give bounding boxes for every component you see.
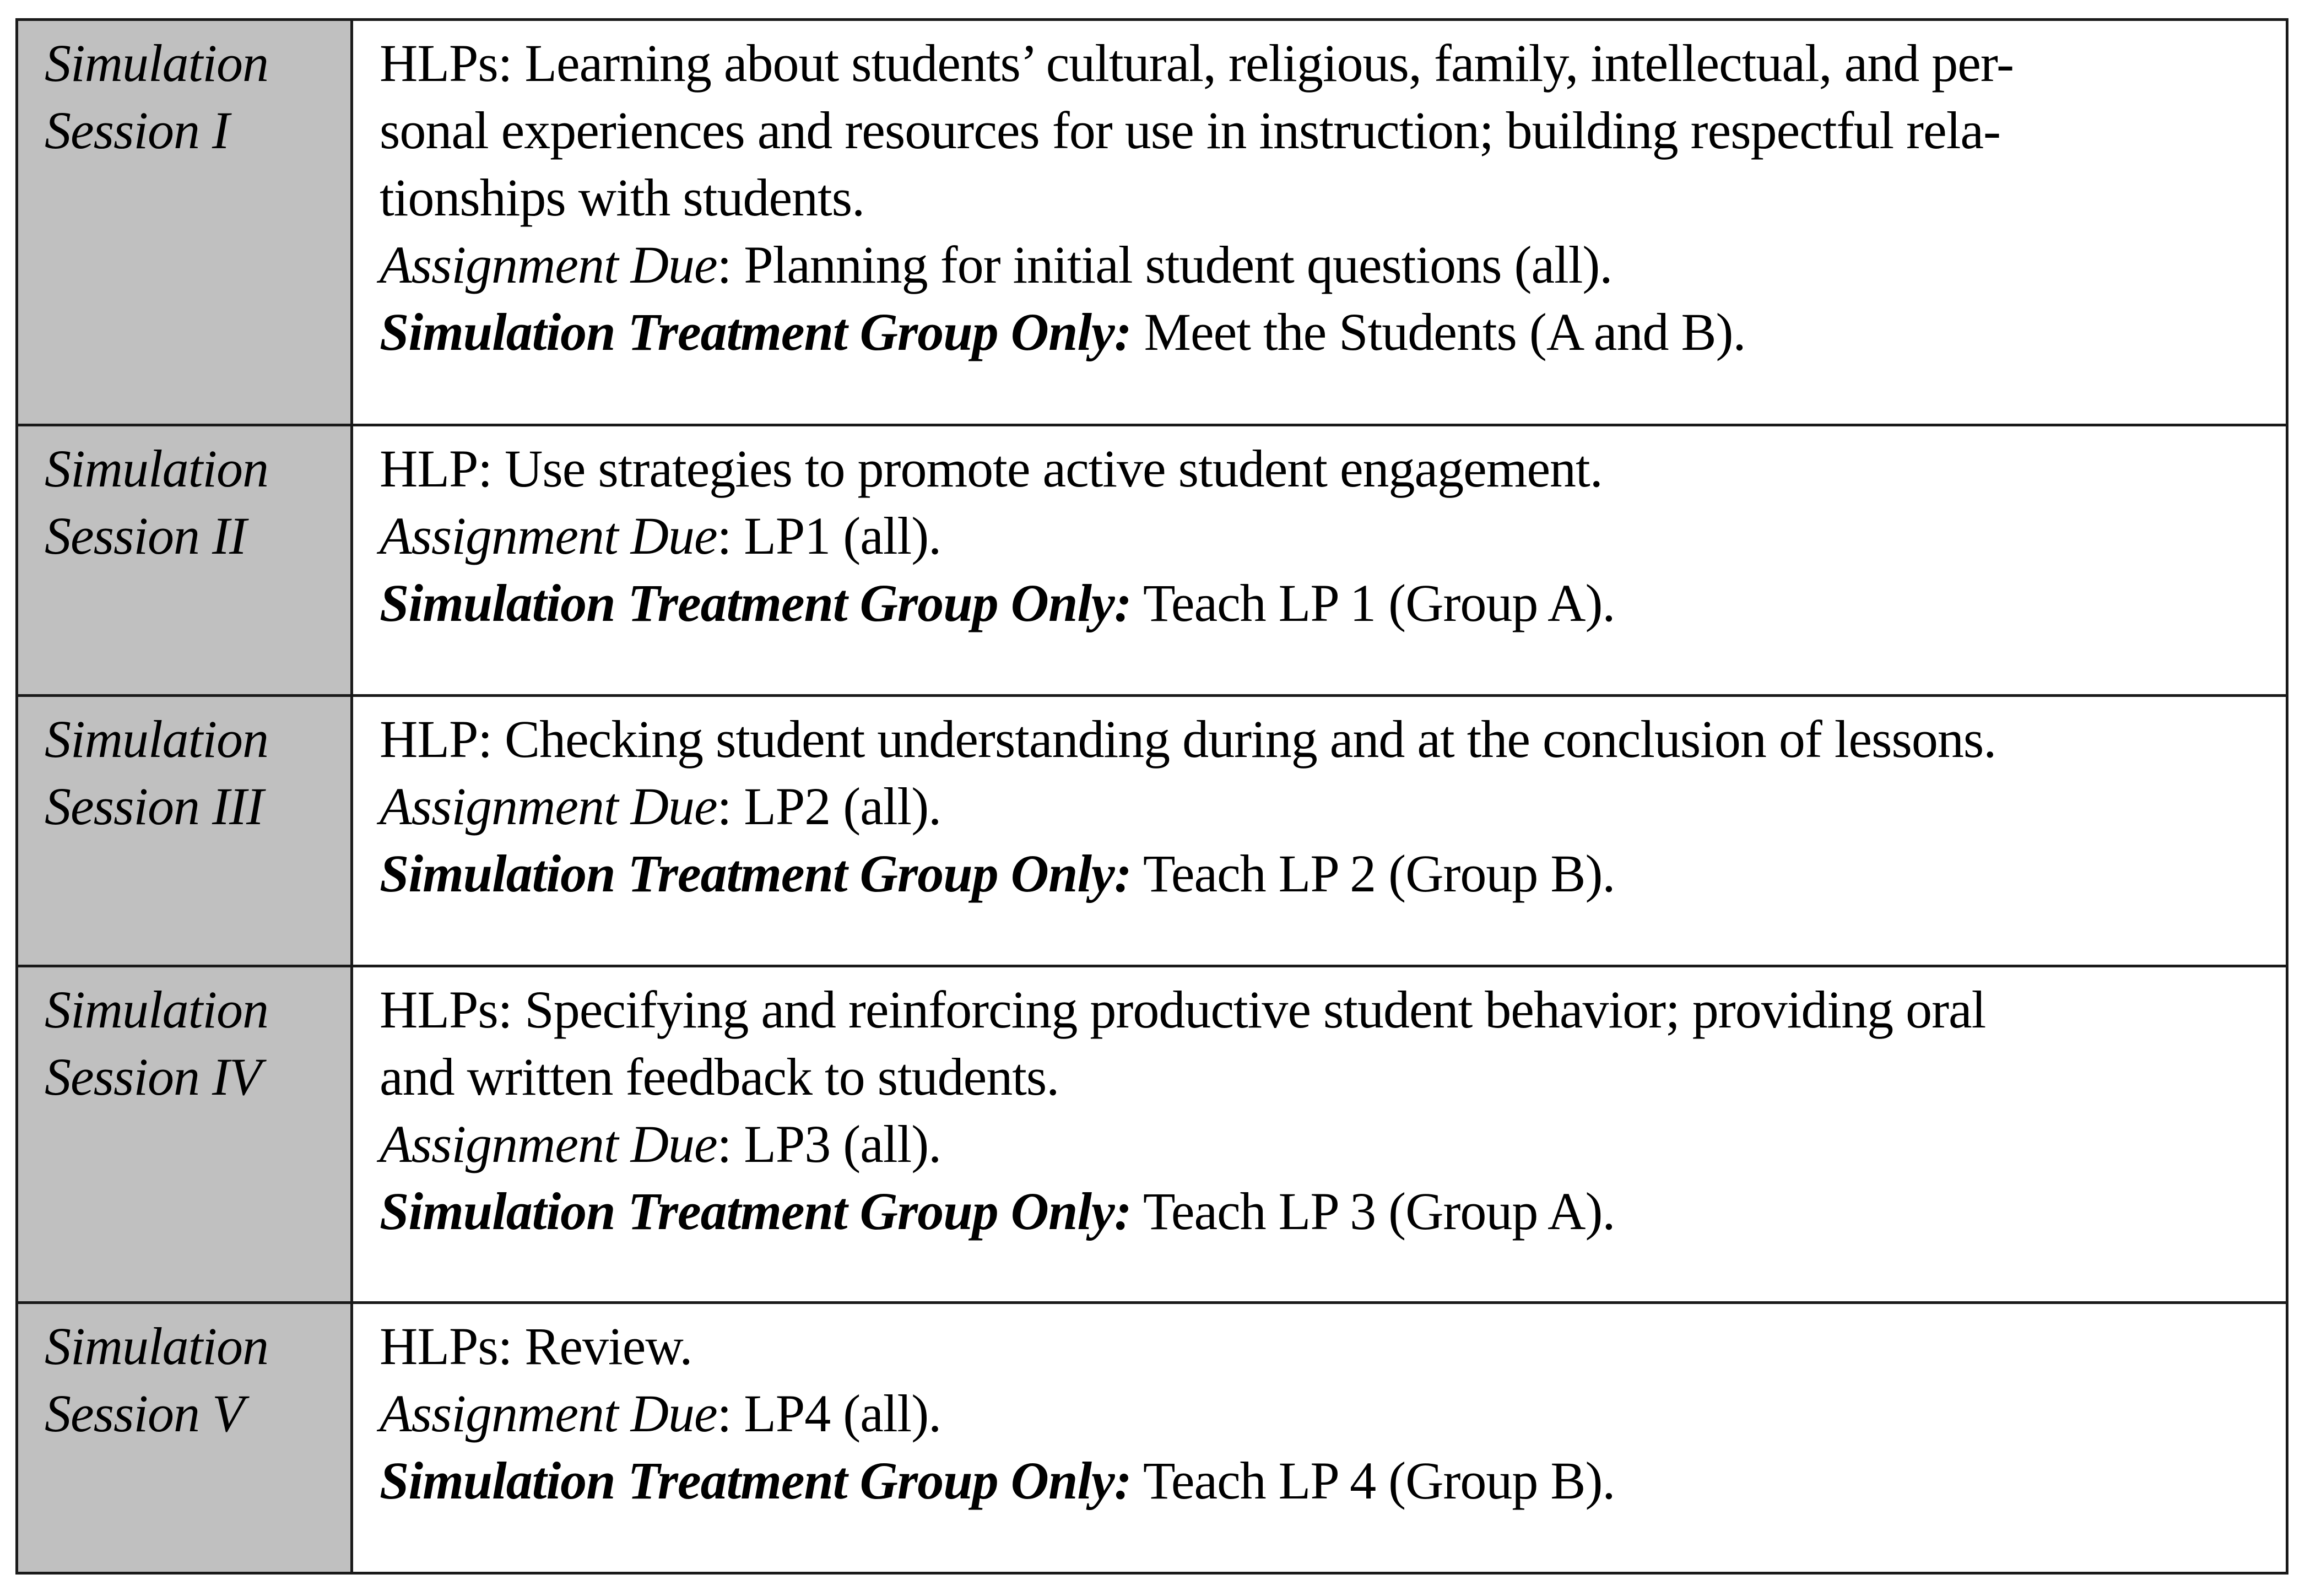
hlp-text: HLPs: Learning about students’ cultural, religious, family, intellectual, and per- — [380, 34, 2014, 93]
session-label-line2: Session I — [45, 101, 229, 160]
session-content-cell — [352, 1303, 2287, 1573]
treatment-group-label: Simulation Treatment Group Only: — [380, 1451, 1132, 1510]
assignment-due-label: Assignment Due — [380, 777, 717, 836]
session-label-line1: Simulation — [45, 34, 269, 93]
assignment-due-label: Assignment Due — [380, 506, 717, 565]
table-row — [17, 1303, 2287, 1573]
hlp-text: tionships with students. — [380, 168, 865, 227]
assignment-due-value: : Planning for initial student questions (all). — [717, 235, 1613, 294]
hlp-text: and written feedback to students. — [380, 1047, 1059, 1106]
assignment-due-line — [380, 231, 2269, 299]
session-label-line1: Simulation — [45, 980, 269, 1039]
treatment-group-value: Teach LP 3 (Group A). — [1131, 1182, 1615, 1241]
session-label-line1: Simulation — [45, 710, 269, 769]
treatment-group-value: Teach LP 4 (Group B). — [1131, 1451, 1615, 1510]
treatment-group-line — [380, 840, 2269, 907]
session-label-cell — [17, 1303, 352, 1573]
treatment-group-value: Teach LP 1 (Group A). — [1131, 574, 1615, 632]
assignment-due-line — [380, 1380, 2269, 1447]
session-content-cell — [352, 425, 2287, 696]
session-content-cell — [352, 966, 2287, 1303]
table-row — [17, 425, 2287, 696]
session-label-line1: Simulation — [45, 439, 269, 498]
session-label-cell — [17, 20, 352, 425]
treatment-group-value: Meet the Students (A and B). — [1131, 302, 1746, 361]
simulation-sessions-table — [15, 18, 2288, 1575]
session-label-line2: Session II — [45, 506, 246, 565]
hlp-text: HLPs: Specifying and reinforcing productive student behavior; providing oral — [380, 980, 1986, 1039]
assignment-due-line — [380, 1111, 2269, 1178]
session-label-cell — [17, 696, 352, 966]
hlp-text: HLP: Checking student understanding during and at the conclusion of lessons. — [380, 710, 1996, 769]
session-label-line1: Simulation — [45, 1317, 269, 1376]
session-content-cell — [352, 696, 2287, 966]
treatment-group-label: Simulation Treatment Group Only: — [380, 574, 1132, 632]
hlp-text: sonal experiences and resources for use in instruction; building respectful rela- — [380, 101, 2000, 160]
assignment-due-value: : LP4 (all). — [717, 1384, 942, 1443]
treatment-group-label: Simulation Treatment Group Only: — [380, 302, 1132, 361]
session-label-cell — [17, 966, 352, 1303]
session-label-cell — [17, 425, 352, 696]
treatment-group-line — [380, 1178, 2269, 1245]
session-label-line2: Session III — [45, 777, 263, 836]
hlp-text: HLPs: Review. — [380, 1317, 692, 1376]
session-content-cell — [352, 20, 2287, 425]
assignment-due-value: : LP2 (all). — [717, 777, 942, 836]
table-row — [17, 696, 2287, 966]
assignment-due-label: Assignment Due — [380, 235, 717, 294]
treatment-group-value: Teach LP 2 (Group B). — [1131, 844, 1615, 903]
assignment-due-label: Assignment Due — [380, 1115, 717, 1173]
treatment-group-line — [380, 299, 2269, 366]
treatment-group-line — [380, 570, 2269, 637]
session-label-line2: Session V — [45, 1384, 244, 1443]
assignment-due-value: : LP1 (all). — [717, 506, 942, 565]
assignment-due-line — [380, 502, 2269, 570]
session-label-line2: Session IV — [45, 1047, 261, 1106]
treatment-group-label: Simulation Treatment Group Only: — [380, 1182, 1132, 1241]
assignment-due-label: Assignment Due — [380, 1384, 717, 1443]
table-row — [17, 966, 2287, 1303]
assignment-due-value: : LP3 (all). — [717, 1115, 942, 1173]
treatment-group-label: Simulation Treatment Group Only: — [380, 844, 1132, 903]
table-row — [17, 20, 2287, 425]
assignment-due-line — [380, 773, 2269, 840]
treatment-group-line — [380, 1447, 2269, 1514]
hlp-text: HLP: Use strategies to promote active student engagement. — [380, 439, 1603, 498]
